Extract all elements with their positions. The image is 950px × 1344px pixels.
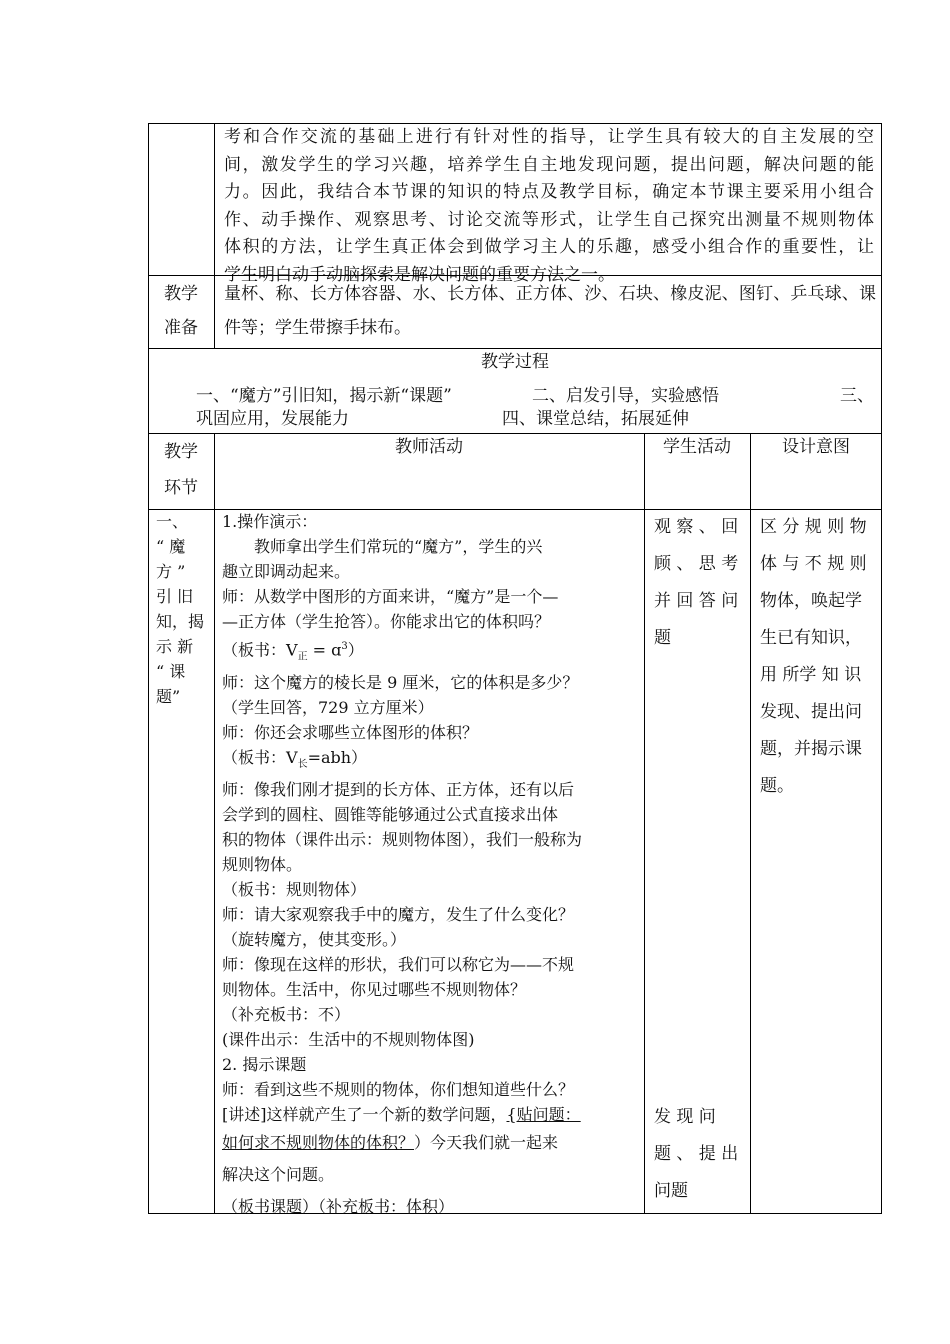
preparation-label-line: 准备 <box>164 318 198 338</box>
intent-line: 发现、提出问 <box>760 702 862 722</box>
process-outline-item: 一、“魔方”引旧知，揭示新“课题” <box>196 386 452 406</box>
intent-line: 题。 <box>760 776 794 796</box>
preparation-label <box>148 277 214 345</box>
teacher-line: 师：像现在这样的形状，我们可以称它为——不规 <box>222 954 575 974</box>
column-header-intent: 设计意图 <box>782 437 850 457</box>
stage-line: 示 新 <box>156 637 194 656</box>
intent-line: 体 与 不 规 则 <box>760 554 867 574</box>
column-header-student: 学生活动 <box>663 437 731 457</box>
student-line: 顾 、 思 考 <box>654 554 739 574</box>
intro-line: 学生明白动手动脑探索是解决问题的重要方法之一。 <box>224 264 615 285</box>
intro-line: 间，激发学生的学习兴趣，培养学生自主地发现问题，提出问题，解决问题的能 <box>224 154 874 175</box>
formula-subscript: 正 <box>297 651 308 663</box>
student-line: 发 现 问 <box>654 1107 716 1127</box>
teacher-text: [讲述]这样就产生了一个新的数学问题， <box>222 1104 507 1124</box>
student-activity-top <box>654 509 744 657</box>
teacher-line: 则物体。生活中，你见过哪些不规则物体？ <box>222 979 527 999</box>
stage-line: 引 旧 <box>156 587 194 606</box>
preparation-line: 件等；学生带擦手抹布。 <box>224 318 411 338</box>
column-header-stage-line: 教学 <box>164 442 198 462</box>
intro-line: 力。因此，我结合本节课的知识的特点及教学目标，确定本节课主要采用小组合 <box>224 182 874 202</box>
teacher-line: （学生回答，729 立方厘米） <box>222 697 434 717</box>
formula-superscript: 3 <box>341 641 348 652</box>
teacher-line: 规则物体。 <box>222 854 303 874</box>
formula-text: （板书：V <box>222 747 298 767</box>
student-line: 并 回 答 问 <box>654 591 739 611</box>
teacher-line: （板书：规则物体） <box>222 879 367 899</box>
teacher-line: 师：从数学中图形的方面来讲，“魔方”是一个— <box>222 587 559 606</box>
stage-line: 知，揭 <box>156 612 205 631</box>
teacher-line: 师：这个魔方的棱长是 9 厘米，它的体积是多少？ <box>222 672 579 692</box>
teacher-line: (课件出示：生活中的不规则物体图) <box>222 1029 475 1049</box>
formula-subscript: 长 <box>297 758 308 770</box>
teacher-line-mixed <box>222 1102 638 1127</box>
stage-line: 方 ” <box>156 562 186 581</box>
intent-line: 用 所学 知 识 <box>760 665 862 685</box>
formula-text: ） <box>347 640 364 660</box>
stage-line: “ 魔 <box>156 537 186 556</box>
teacher-line: 2. 揭示课题 <box>222 1054 307 1074</box>
formula-text: = ɑ <box>307 640 342 660</box>
intent-line: 题，并揭示课 <box>760 739 862 759</box>
intro-paragraph <box>224 124 874 289</box>
teacher-line: 师：请大家观察我手中的魔方，发生了什么变化？ <box>222 904 575 924</box>
teacher-line: 积的物体（课件出示：规则物体图），我们一般称为 <box>222 829 583 849</box>
teacher-formula-line <box>222 745 638 777</box>
teacher-line: （补充板书：不） <box>222 1004 351 1024</box>
teacher-line: 师：像我们刚才提到的长方体、正方体，还有以后 <box>222 779 575 799</box>
stage-line: “ 课 <box>156 662 186 681</box>
student-line: 题 、 提 出 <box>654 1144 739 1164</box>
stage-line: 题” <box>156 687 181 706</box>
teacher-line-mixed <box>222 1127 638 1159</box>
teacher-line: （旋转魔方，使其变形。） <box>222 929 407 949</box>
teacher-line: 师：你还会求哪些立体图形的体积？ <box>222 722 479 742</box>
teacher-line: 1.操作演示： <box>222 512 318 531</box>
preparation-label-line: 教学 <box>164 284 198 304</box>
preparation-content <box>224 277 876 345</box>
student-activity-bottom <box>654 1099 744 1210</box>
intro-line: 体积的方法，让学生真正体会到做学习主人的乐趣，感受小组合作的重要性，让 <box>224 237 874 257</box>
formula-text: =abh） <box>307 747 368 767</box>
column-header-stage-line: 环节 <box>164 478 198 498</box>
teacher-line: （板书课题）（补充板书：体积） <box>222 1196 455 1216</box>
design-intent <box>760 509 876 805</box>
process-outline-item: 巩固应用，发展能力 <box>196 409 349 429</box>
teacher-line: 解决这个问题。 <box>222 1164 335 1184</box>
process-outline-item: 二、启发引导，实验感悟 <box>532 386 719 406</box>
intro-line: 考和合作交流的基础上进行有针对性的指导，让学生具有较大的自主发展的空 <box>224 127 874 147</box>
student-line: 观 察 、 回 <box>654 517 739 537</box>
student-line: 题 <box>654 628 671 648</box>
teacher-line: —正方体（学生抢答）。你能求出它的体积吗？ <box>222 612 551 631</box>
student-line: 问题 <box>654 1181 688 1201</box>
process-outline-item: 四、课堂总结，拓展延伸 <box>502 409 689 429</box>
posted-question: 如何求不规则物体的体积？ <box>222 1132 415 1152</box>
column-header-teacher: 教师活动 <box>395 437 463 457</box>
teacher-formula-line <box>222 634 638 670</box>
column-header-stage <box>148 434 214 506</box>
stage-cell <box>156 509 208 709</box>
process-outline-item: 三、 <box>840 386 874 406</box>
teacher-line: 趣立即调动起来。 <box>222 562 351 581</box>
intent-line: 区 分 规 则 物 <box>760 517 867 537</box>
teacher-activity <box>222 509 638 1223</box>
stage-line: 一、 <box>156 512 189 531</box>
teacher-line: 会学到的圆柱、圆锥等能够通过公式直接求出体 <box>222 804 559 824</box>
intent-line: 物体，唤起学 <box>760 591 862 611</box>
teacher-text: ）今天我们就一起来 <box>414 1132 559 1152</box>
posted-question: {贴问题： <box>506 1104 581 1124</box>
process-title: 教学过程 <box>481 352 549 372</box>
teacher-line: 教师拿出学生们常玩的“魔方”，学生的兴 <box>222 537 543 556</box>
intent-line: 生已有知识， <box>760 628 862 648</box>
preparation-line: 量杯、称、长方体容器、水、长方体、正方体、沙、石块、橡皮泥、图钉、乒乓球、课 <box>224 284 876 304</box>
teacher-line: 师：看到这些不规则的物体，你们想知道些什么？ <box>222 1079 575 1099</box>
formula-text: （板书：V <box>222 640 298 660</box>
intro-line: 作、动手操作、观察思考、讨论交流等形式，让学生自己探究出测量不规则物体 <box>224 209 874 230</box>
